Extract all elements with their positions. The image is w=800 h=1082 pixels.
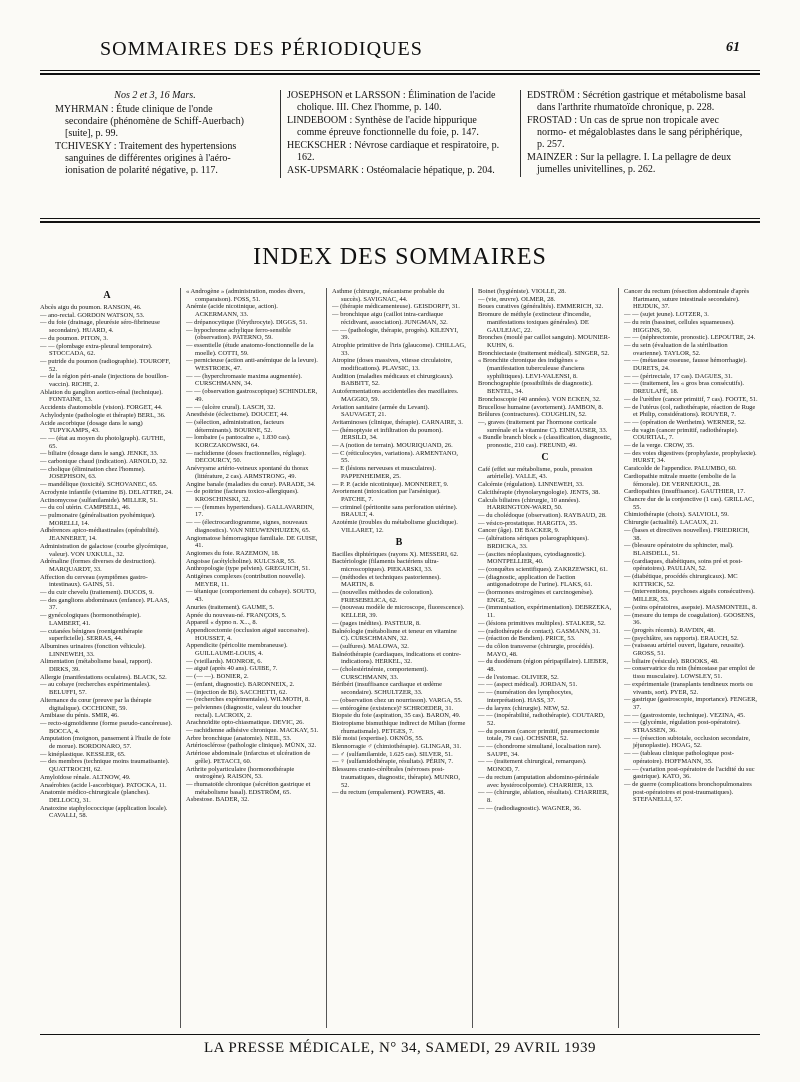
index-entry: Boues curatives (généralités). EMMERICH, 32. <box>478 303 604 311</box>
periodical-summaries <box>55 90 745 210</box>
index-entry: — criminel (péritonite sans perforation utérine). BRAULT, 4. <box>332 503 458 519</box>
index-entry: — rachidienne (doses fractionnelles, réglage). DECOURCY, 50. <box>186 449 306 465</box>
index-entry: Artériosclérose (pathologie clinique). MÜNX, 32. <box>186 742 317 750</box>
index-entry: — du col utérin. CAMPBELL, 46. <box>40 504 131 512</box>
index-entry: Asthme (chirurgie, mécanisme probable du succès). SAVIGNAC, 44. <box>332 288 445 303</box>
index-entry: — (— —). BONIER, 2. <box>186 673 249 681</box>
index-entry: — — (hyperchromasie maxima augmentée). CURSCHMANN, 34. <box>186 372 303 388</box>
index-entry: — lombaire (« pantocaïne », 1.830 cas). KORCZAKOWSKI, 64. <box>186 434 291 450</box>
index-entry: Anatomie médico-chirurgicale (planches). DELLOCQ, 31. <box>40 789 150 804</box>
index-entry: — (cardiaques, diabétiques, soins pré et post-opératoires). PAULIAN, 52. <box>624 557 743 573</box>
index-entry: — — (périrectale, 17 cas). DAGUES, 31. <box>624 372 733 380</box>
index-letter: C <box>541 451 549 463</box>
index-entry: — de la région péri-anale (injections de bouillon-vaccin). RICHE, 2. <box>40 373 169 389</box>
index-entry: — — (état au moyen du photolgraph). GUTHE, 65. <box>40 434 166 450</box>
index-entry: — — (inopérabilité, radiothérapie). COUTARD, 52. <box>478 712 605 727</box>
index-entry: — (bases et directives nouvelles). FRIEDRICH, 38. <box>624 526 750 542</box>
index-entry: — putride du poumon (radiographie). TOUROFF, 52. <box>40 357 171 373</box>
column-divider <box>618 288 619 1028</box>
index-entry: Biopsie du foie (aspiration, 35 cas). BARON, 49. <box>332 712 461 720</box>
index-entry: Amyloïdose rénale. ALTNOW, 49. <box>40 773 131 781</box>
index-entry: — (immunisation, expérimentation). DEBRZEKA, 11. <box>478 604 612 620</box>
index-entry: — essentielle (étude anatomo-fonctionnelle de la moelle). COTTI, 59. <box>186 341 314 357</box>
index-entry: — (méthodes et techniques pastoriennes). MARTIN, 8. <box>332 573 441 589</box>
index-entry: — des voies digestives (prophylaxie, prophylaxie). HURST, 34. <box>624 449 757 465</box>
index-column <box>478 288 612 1028</box>
index-entry: — du côlon transverse (chirurgie, procédés). MAYO, 48. <box>478 642 594 658</box>
index-entry: Caraïcolde de l'appendice. PALUMBO, 60. <box>624 465 737 473</box>
index-entry: Blé moisi (expertise). OKNÖS, 55. <box>332 735 424 743</box>
index-entry: — du foie (drainage, pleurésie séro-fibrineuse secondaire). HUARD, 4. <box>40 319 160 335</box>
index-entry: Aviation sanitaire (armée du Levant). SAUVAGET, 21. <box>332 403 430 419</box>
issue-date: Nos 2 et 3, 16 Mars. <box>114 90 196 101</box>
summary-entry: EDSTRÖM : Sécrétion gastrique et métabolisme basal dans l'arthrite rhumatoïde chronique, p. 228. <box>527 90 746 113</box>
index-entry: Balnéologie (métabolisme et teneur en vitamine C). CURSCHMANN, 32. <box>332 627 457 643</box>
index-entry: — pulmonaire (généralisation pyohémique). MORELLI, 14. <box>40 511 156 527</box>
index-entry: — — (glycémie, régulation post-opératoire). STRASSEN, 36. <box>624 719 741 735</box>
footer-line: LA PRESSE MÉDICALE, N° 34, SAMEDI, 29 AVRIL 1939 <box>203 1040 597 1056</box>
index-entry: — — (métastase osseuse, fausse hémorrhagie). DURETS, 24. <box>624 357 747 373</box>
index-entry: — des ganglions abdominaux (enfance). PLAAS, 37. <box>40 596 170 612</box>
index-entry: — aiguë (après 40 ans). GUIBE, 7. <box>186 665 278 673</box>
index-entry: — P. P. (acide nicotinique). MONNERET, 9. <box>332 480 449 488</box>
index-entry: Adrénaline (formes diverses de destruction). MARQUARDT, 33. <box>40 558 156 573</box>
index-entry: — (diabétique, procédés chirurgicaux). MC KITTRICK, 52. <box>624 573 738 588</box>
index-entry: — du rein (bassinet, cellules squameuses). HIGGINS, 50. <box>624 318 735 334</box>
index-entry: — gynécologiques (hormonothérapie). LAMBERT, 41. <box>40 612 141 627</box>
index-entry: — (interventions, psychoses aiguës consécutives). MILLER, 53. <box>624 588 755 604</box>
rule <box>40 221 760 223</box>
index-entry: Biotropisme bismuthique indirect de Milian (forme rhumatismale). PETGES, 7. <box>332 719 466 735</box>
index-entry: — du larynx (chirurgie). NEW, 52. <box>478 704 569 712</box>
index-entry: Café (effet sur métabolisme, pouls, pression artérielle). VALLE, 43. <box>478 465 593 481</box>
index-entry: — (pages inédites). PASTEUR, 8. <box>332 619 421 627</box>
index-entry: — — (électrocardiogramme, signes, nouveaux diagnostics). VAN NIEUWENHUIZEN, 65. <box>186 519 311 534</box>
index-entry: « Bundle branch block » (classification, diagnostic, pronostic, 210 cas). FREUND, 49. <box>478 434 612 450</box>
summary-column <box>280 90 502 178</box>
index-entry: — — (plombage extra-pleural temporaire). STOCCADA, 62. <box>40 342 153 358</box>
index-entry: — rachidienne adhésive chronique. MACKAY, 51. <box>186 727 319 735</box>
index-entry: — mandélique (toxicité). SCHOVANEC, 65. <box>40 481 158 489</box>
index-entry: — gastrique (gastroscopie, importance). FENGER, 37. <box>624 696 758 711</box>
index-entry: Atropine (doses massives, vitesse circulatoire, modifications). PLAVSIC, 13. <box>332 357 453 373</box>
index-entry: Anthropologie (type pelvien). GREGUICH, 51. <box>186 565 311 573</box>
index-entry: Appendicite (péricolite membraneuse). GUILLAUME-LOUIS, 4. <box>186 642 288 658</box>
summary-entry: MAINZER : Sur la pellagre. I. La pellagre de deux jumelles univitellines, p. 262. <box>527 152 732 175</box>
summary-entry: TCHIVESKY : Traitement des hypertensions sanguines de différentes origines à l'aéro-ionisation de polarité négative, p. 117. <box>55 141 237 176</box>
index-entry: — (nouvelles méthodes de coloration). FRIESEBELICA, 62. <box>332 589 434 604</box>
index-entry: — (recherches expérimentales). WILMOTH, 8. <box>186 696 310 704</box>
index-entry: Cardiopathie mitrale muette (embolie de la fémorale). DE VERNEJOUL, 28. <box>624 472 736 488</box>
index-entry: Achylodynie (pathologie et thérapie) BERL, 36. <box>40 411 166 419</box>
index-column <box>332 288 466 1028</box>
column-divider <box>472 288 473 1028</box>
index-entry: Ablation du ganglion aortico-rénal (technique). FONTAINE, 13. <box>40 388 163 404</box>
index-entry: — — (chirurgie, ablation, résultats). CHARRIER, 8. <box>478 789 609 804</box>
index-entry: — hypochrome achylique ferro-sensible (observation). PATERNO, 59. <box>186 326 291 342</box>
index-entry: Avitaminoses (clinique, thérapie). CARNAIRE, 3. <box>332 418 463 426</box>
index-entry: — du poumon (cancer primitif, pneumectomie totale, 79 cas). OCHSNER, 52. <box>478 727 600 743</box>
index-entry: — bronchique aigu (caillot intra-cardiaque récidivant, association). JUNGMAN, 32. <box>332 311 448 326</box>
index-entry: Bacilles diphtériques (rayons X). MESSERI, 62. <box>332 550 459 558</box>
index-entry: Chancre dur de la conjonctive (1 cas). GRILLAC, 55. <box>624 495 755 511</box>
index-entry: — — (gastrostomie, technique). VEZINA, 45. <box>624 711 746 719</box>
index-entry: Calcémie (régulation). LINNEWEH, 33. <box>478 481 584 489</box>
index-entry: Béribéri (insuffisance cardiaque et œdème secondaire). SCHULTZER, 33. <box>332 681 442 697</box>
index-entry: — (altérations sériques polarographiques). BRDICKA, 33. <box>478 535 589 550</box>
index-entry: — — (sujet jeune). LOTZER, 3. <box>624 311 709 319</box>
index-entry: — (enfant, diagnostic). BARONNEIX, 2. <box>186 680 295 688</box>
index-entry: Apnée du nouveau-né. FRANÇOIS, 5. <box>186 611 287 619</box>
index-entry: — ♂ (sulfamilamide, 1.625 cas). SILVER, 51. <box>332 750 453 758</box>
index-entry: — (vaisseau artériel ouvert, ligature, reussite). GROSS, 51. <box>624 642 745 658</box>
index-entry: Amputation (moignon, pansement à l'huile de foie de morue). BORDONARO, 57. <box>40 735 171 751</box>
index-entry: — (blessure opératoire du sphincter, mal). BLAISDELL, 51. <box>624 542 734 557</box>
index-entry: Brucellose humaine (avortement). JAMBON, 8. <box>478 403 604 411</box>
index-entry: — pernicieuse (action anti-anémique de la levure). WESTROEK, 47. <box>186 357 318 373</box>
index-entry: Atrophie primitive de l'iris (glaucome). CHILLAG, 33. <box>332 341 466 357</box>
index-entry: Actinomycose (sulfanilamide). MILLER, 51. <box>40 496 158 504</box>
index-entry: Acide ascorbique (dosage dans le sang) TUPYKAMPS, 43. <box>40 419 143 435</box>
index-column <box>624 288 758 1028</box>
index-entry: — — (traitement chirurgical, remarques). MONOD, 7. <box>478 758 587 774</box>
index-entry: Affection du cerveau (symptômes gastro-intestinaux). GAINS, 51. <box>40 573 148 589</box>
index-entry: — — (tableau clinique pathologique post-opératoire). HOFFMANN, 35. <box>624 750 734 765</box>
index-entry: — (thérapie médicamenteuse). GEISDORFF, 31. <box>332 303 460 311</box>
index-entry: — du vagin (cancer primitif, radiothérapie). COURTIAL, 7. <box>624 426 739 442</box>
index-entry: — (hormones œstrogènes et carcinogenèse). ENGE, 52. <box>478 589 594 604</box>
index-entry: — de guerre (complications bronchopulmonaires post-opératoires et post-traumatiques). STEFANELLI, 57. <box>624 781 752 804</box>
index-entry: — — (traitement, les « gros bras consécutifs). DREULAFÉ, 18. <box>624 380 745 396</box>
index-entry: Blessures cranio-cérébrales (névroses post-traumatiques, diagnostic, thérapie). MUNRO, 52. <box>332 766 460 789</box>
index-entry: Abcès aigu du poumon. RANSON, 46. <box>40 304 142 311</box>
index-entry: Angoisse (acétylcholine). KULCSAR, 55. <box>186 557 296 565</box>
index-entry: Anémie (acide nicotinique, action). ACKERMANN, 33. <box>186 303 278 319</box>
index-entry: Anaérobies (acide l-ascorbique). PATOCKA, 11. <box>40 781 167 789</box>
index-entry: — du duodénum (région péripapillaire). LIEBER, 48. <box>478 658 609 674</box>
index-entry: — ano-rectal. GORDON WATSON, 53. <box>40 311 145 319</box>
index-entry: Angine banale (maladies du cœur). PARADE, 34. <box>186 480 316 488</box>
rule <box>40 70 760 71</box>
index-entry: — (sélection, administration, facteurs déterminants). BOURNE, 52. <box>186 418 285 434</box>
index-entry: Calcithérapie (rhynolaryngologie). JENTS, 38. <box>478 488 601 496</box>
index-letter: A <box>103 290 111 301</box>
index-entry: — A (notion de terrain). MOURIQUAND, 26. <box>332 442 453 450</box>
index-entry: — (hémoptysie et infiltration du poumon). JERSILD, 34. <box>332 426 443 442</box>
index-entry: — de l'estomac. OLIVIER, 52. <box>478 673 559 681</box>
index-entry: Bronchoscopie (40 années). VON ECKEN, 32. <box>478 395 601 403</box>
index-entry: — cholique (élimination chez l'homme). JOSEPHSON, 63. <box>40 465 146 481</box>
summary-entry: LINDEBOOM : Synthèse de l'acide hippurique comme épreuve fonctionnelle du foie, p. 147. <box>287 115 479 138</box>
index-entry: — carbonique chaud (indication). ARNOLD, 32. <box>40 458 168 466</box>
index-entry: Bronches (moulé par caillot sanguin). MOUNIER-KUHN, 6. <box>478 334 611 349</box>
index-entry: Bactériologie (filaments bactériens ultra-microscopiques). PIEKARSKI, 33. <box>332 558 439 573</box>
index-entry: — (diagnostic, application de l'action antigonadotrope de l'urine). FLAKS, 61. <box>478 573 593 589</box>
column-divider <box>326 288 327 1028</box>
index-column <box>40 288 174 1028</box>
index-entry: Amibiase du pénis. SMIR, 46. <box>40 712 119 720</box>
index-entry: — cutanées bénignes (roentgenthérapie superficielle). SERRAS, 44. <box>40 627 143 643</box>
index-entry: Calculs biliaires (chirurgie, 10 années). HARRINGTON-WARD, 50. <box>478 496 581 512</box>
index-entry: Administration de galactose (courbe glycémique, valeur). VON UXKULL, 32. <box>40 542 168 558</box>
rule <box>40 1034 760 1035</box>
index-entry: Bronchiectasie (traitement médical). SINGER, 52. <box>478 349 610 357</box>
index-entry: — (psychiâtre, ses rapports). ERAUCH, 52. <box>624 634 739 642</box>
index-entry: — vésico-prostatique. HARGITA, 35. <box>478 519 578 527</box>
summary-column <box>520 90 747 177</box>
index-entry: — biliaire (dosage dans le sang). JENKE, 33. <box>40 450 159 458</box>
index-entry: — recto-sigmoïdienne (forme pseudo-cancéreuse). BOCCA, 4. <box>40 719 173 735</box>
index-entry: — du rectum (empalement). POWERS, 48. <box>332 789 446 797</box>
index-entry: — — (numération des lymphocytes, interprétation). HASS, 37. <box>478 689 573 704</box>
index-entry: — — (ulcère crural). LASCH, 32. <box>186 403 276 411</box>
index-entry: — biliaire (vésicule). BROOKS, 48. <box>624 657 719 665</box>
index-entry: — — (chondrome simultané, localisation rare). SAUPE, 34. <box>478 743 602 758</box>
index-entry: — de l'urèthre (cancer primitif, 7 cas). FOOTE, 51. <box>624 395 758 403</box>
summary-entry: FROSTAD : Un cas de sprue non tropicale avec normo- et mégaloblastes dans le sang périphérique, p. 257. <box>527 115 743 150</box>
index-entry: — de la verge. CROW, 35. <box>624 442 695 450</box>
index-entry: Bronchographie (possibilités de diagnostic). BENTEL, 34. <box>478 380 593 396</box>
summary-entry: MYHRMAN : Étude clinique de l'onde secondaire (phénomène de Schiff-Auerbach) [suite], p. 99. <box>55 104 244 139</box>
index-entry: Allergie (manifestations oculaires). BLACK, 52. <box>40 673 167 681</box>
index-entry: — conservatrice du rein (hémostase par emploi de tissu musculaire). LOWSLEY, 51. <box>624 665 755 681</box>
index-entry: — du rectum (amputation abdomino-périnéale avec hystérocolpomie). CHARRIER, 13. <box>478 773 599 789</box>
index-entry: Azotémie (troubles du métabolisme glucidique). VILLARET, 12. <box>332 519 458 534</box>
index-entry: — de poitrine (facteurs toxico-allergiques). KROSCHINSKI, 32. <box>186 488 299 503</box>
column-divider <box>180 288 181 1028</box>
index-entry: Brûlures (contractures). COUGHLIN, 52. <box>478 411 587 419</box>
index-entry: Cancer du rectum (résection abdominale d'après Hartmann, suture intestinale secondaire). HEJDUK, 37. <box>624 288 750 311</box>
index-entry: Alternance du cœur (preuve par la thérapie digitalique). OCCHIONE, 59. <box>40 696 152 712</box>
index-entry: — (conquêtes scientifiques). ZAKRZEWSKI, 61. <box>478 565 608 573</box>
index-entry: Audition (maladies médicaux et chirurgicaux). BABBITT, 52. <box>332 372 454 388</box>
summary-entry: HECKSCHER : Névrose cardiaque et respiratoire, p. 162. <box>287 140 500 163</box>
index-entry: — (cholestérinémie, comportement). CURSCHMANN, 33. <box>332 666 429 681</box>
index-entry: Bromure de méthyle (extincteur d'incendie, manifestations toxiques générales). DE GAULEJAC, 22. <box>478 311 591 334</box>
index-entry: Cancer (âge). DE BACKER, 9. <box>478 527 560 535</box>
index-entry: — (progrès récents). RAVDIN, 48. <box>624 626 716 634</box>
index-entry: Arthrite polyarticulaire (hormonothérapie œstrogène). RAISON, 53. <box>186 765 295 781</box>
index-title: INDEX DES SOMMAIRES <box>253 244 547 270</box>
index-entry: — — (aspect médical). JORDAN, 51. <box>478 681 578 689</box>
index-entry: Asbestose. BADER, 32. <box>186 796 250 804</box>
summary-entry: ASK-UPSMARK : Ostéomalacie hépatique, p. 204. <box>287 165 495 176</box>
index-entry: — de l'utérus (col, radiothérapie, réaction de Ruge et Philip, considérations). ROUYER, 7. <box>624 403 756 419</box>
index-entry: — (sulfures). MALOWA, 32. <box>332 642 409 650</box>
index-entry: Appendicectomie (occlusion aiguë successive). HOUSSET, 4. <box>186 626 310 642</box>
index-entry: Antigènes complexes (contribution nouvelle). MEYER, 11. <box>186 573 306 588</box>
index-entry: Angiomatose hémorragique familiale. DE GUISE, 41. <box>186 534 318 550</box>
rule <box>40 218 760 219</box>
index-entry: — expérimentale (transplants tendineux morts ou vivants, sort). PYER, 52. <box>624 680 753 696</box>
index-entry: — — (néphrectomie, pronostic). LEPOUTRE, 24. <box>624 334 756 342</box>
index-entry: « Androgène » (administration, modes divers, comparaison). FOSS, 51. <box>186 288 305 303</box>
index-entry: — — (pathologie, thérapie, progrès). KILENYI, 39. <box>332 326 459 342</box>
index-entry: Avortement (intoxication par l'arsénique). PATCHE, 7. <box>332 488 441 503</box>
index-entry: Albumines urinaires (fonction véhicule). LINNEWEH, 33. <box>40 642 146 658</box>
index-entry: Acrodynie infantile (vitamine B). DELATTRE, 24. <box>40 488 173 496</box>
index-entry: Chimiothérapie (choix). SALVIOLI, 59. <box>624 511 729 519</box>
index-entry: — du sein (évaluation de la stérilisation ovarienne). TAYLOR, 52. <box>624 341 728 357</box>
index-entry: Anatoxine staphylococcique (application locale). CAVALLI, 58. <box>40 804 168 820</box>
summary-column <box>55 90 255 178</box>
index-entry: — C (réticulocytes, variations). ARMENTANO, 55. <box>332 449 459 465</box>
index-entry: Accidents d'automobile (vision). FORGET, 44. <box>40 404 163 412</box>
index-entry: — (injection de Bi). SACCHETTI, 62. <box>186 688 288 696</box>
index-entry: — — (résection subtotale, occlusion secondaire, jéjunoplastie). HOAG, 52. <box>624 734 751 750</box>
index-entry: —, graves (traitement par l'hormone corticale surrénale et la vitamine C). EINHAUSER, 33. <box>478 418 608 434</box>
index-entry: — entérogène (existence)? SCHROEDER, 31. <box>332 704 454 712</box>
index-entry: Anévrysme artério-veineux spontané du thorax (littérature, 2 cas). ARMSTRONG, 49. <box>186 465 309 480</box>
index-entry: — (réaction de Bendien). PRICE, 53. <box>478 635 576 643</box>
index-entry: Adhérences apico-médiastinales (opérabilité). JEANNERET, 14. <box>40 527 160 543</box>
index-entry: — (observation chez un nourrisson). VARGA, 55. <box>332 696 463 704</box>
page-header <box>100 38 740 68</box>
running-title: SOMMAIRES DES PÉRIODIQUES <box>100 38 423 60</box>
index-entry: — (lésions primitives multiples). STALKER, 52. <box>478 619 606 627</box>
index-entry: — pelviennes (diagnostic, valeur du toucher rectal). LACROIX, 2. <box>186 703 302 719</box>
index-entry: — — (opération de Wertheim). WERNER, 52. <box>624 418 746 426</box>
index-entry: — kinéplastique. KESSLER, 65. <box>40 750 126 758</box>
rule <box>40 73 760 75</box>
index-entry: — (vie, œuvre). OLMER, 28. <box>478 295 556 303</box>
index-entry: Arachnoïdite opto-chiasmatique. DEVIC, 26. <box>186 719 305 727</box>
index-entry: Autofermentations accidentelles des maxillaires. MAGGIO, 59. <box>332 388 459 403</box>
index-entry: — (ascites néoplasiques, cytodiagnostic). MONTPELLIER, 40. <box>478 550 586 566</box>
index-entry: « Bronchite chronique des indigènes » (manifestation tuberculeuse d'anciens syphilitiques). LEVI-VALENSI, 8. <box>478 357 585 380</box>
index-entry: — — (radiodiagnostic). WAGNER, 36. <box>478 804 581 812</box>
index-entry: — (mesure du temps de coagulation). GOOSENS, 36. <box>624 611 756 627</box>
index-entry: Anesthésie (éclectisme). DOUCET, 44. <box>186 411 289 419</box>
index-entry: Balnéothérapie (cardiaques, indications et contre-indications). HERKEL, 32. <box>332 650 462 666</box>
index-entry: — — (femmes hypertendues). GALLAVARDIN, 17. <box>186 503 314 519</box>
index-entry: — du cuir chevelu (traitement). DUCOS, 9. <box>40 589 154 597</box>
index-entry: — (vieillards). MONROE, 6. <box>186 657 263 665</box>
page-number: 61 <box>726 40 740 55</box>
index-entry: — (radiothérapie de contact). GASMANN, 31. <box>478 627 601 635</box>
index-entry: — — (variation post-opératoire de l'acidité du suc gastrique). KATO, 36. <box>624 765 755 781</box>
index-entry: — des membres (technique moins traumatisante). QUATTROCHI, 62. <box>40 758 170 774</box>
index-entry: — au cobaye (recherches expérimentales). BELUFFI, 57. <box>40 681 151 697</box>
index-entry: — — (observation gastroscopique) SCHINDLER, 49. <box>186 388 318 403</box>
index-entry: — rhumatoïde chronique (sécrétion gastrique et métabolisme basal). EDSTRÖM, 65. <box>186 781 311 796</box>
index-entry: — drépanocytique (l'érythrocyte). DIGGS, 51. <box>186 318 308 326</box>
index-entry: — (nouveau modèle de microscope, fluorescence). KELLER, 39. <box>332 604 465 620</box>
index-entry: — E (lésions nerveuses et musculaires). PAPPENHEIMER, 25. <box>332 465 436 480</box>
index-entry: Alimentation (métabolisme basal, rapport). DIRKS, 39. <box>40 658 153 674</box>
index-entry: Anuries (traitement). GAUME, 5. <box>186 603 275 611</box>
index-entry: — du poumon. PITON, 3. <box>40 334 108 342</box>
index-letter: B <box>395 536 403 548</box>
index-entry: — (soins opératoires, asepsie). MASMONTEIL, 8. <box>624 603 758 611</box>
index-entry: Chirurgie (actualité). LACAUX, 21. <box>624 519 719 527</box>
index-entry: Artériose abdominale (infarctus et ulcération de grêle). PETACCI, 60. <box>186 750 311 765</box>
index-entry: Cardiopathies (insuffisance). GAUTHIER, 17. <box>624 488 746 496</box>
index-entry: Arbre bronchique (anatomie). NEIL, 53. <box>186 734 292 742</box>
summary-entry: JOSEPHSON et LARSSON : Élimination de l'acide cholique. III. Chez l'homme, p. 140. <box>287 90 496 113</box>
index-column <box>186 288 320 1028</box>
index-entry: — du cholédoque (observation). RAYBAUD, 28. <box>478 511 607 519</box>
index-entry: Blennorragie ♂ (chimiothérapie). GLINGAR, 31. <box>332 743 462 751</box>
index-entry: Appareil « dypno n. X..., 8. <box>186 619 258 627</box>
index-entry: Angiomes du foie. RAZEMON, 18. <box>186 549 280 557</box>
index-entry: Boinet (hygiéniste). VIOLLE, 28. <box>478 288 566 295</box>
index-body <box>40 288 760 1028</box>
index-entry: — ♀ (sulfamidothérapie, résultats). PÉRIN, 7. <box>332 758 453 766</box>
index-entry: — tétanique (comportement du cobaye). SOUTO, 43. <box>186 588 317 604</box>
